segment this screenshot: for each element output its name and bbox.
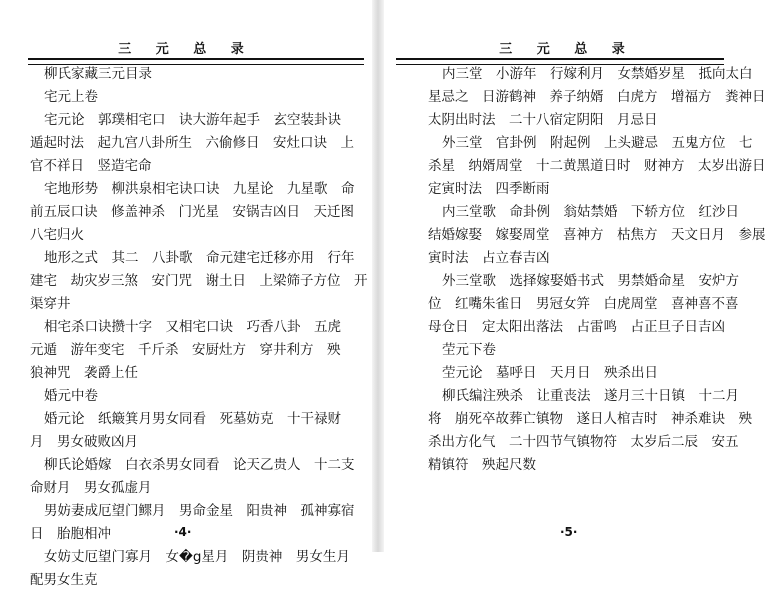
text-line-content: 精镇符 殃起尺数 [428, 457, 536, 473]
text-line-content: 地形之式 其二 八卦歌 命元建宅迁移亦用 行年 [44, 250, 355, 266]
text-line-content: 宅元上卷 [44, 89, 98, 105]
text-line [428, 109, 732, 132]
text-line [428, 385, 739, 408]
left-page [0, 0, 372, 588]
text-line-content: 母仓日 定太阳出落法 占雷鸣 占正旦子日吉凶 [428, 319, 725, 335]
text-line-content: 柳氏论婚嫁 白衣杀男女同看 论天乙贵人 十二支 [44, 457, 355, 473]
text-line [428, 247, 732, 270]
text-line-content: 婚元论 纸簸箕月男女同看 死墓妨克 十干禄财 [44, 411, 341, 427]
text-line-content: 相宅杀口诀攒十字 又相宅口诀 巧香八卦 五虎 [44, 319, 341, 335]
text-line [428, 431, 739, 454]
text-line-content: 狼神咒 袭爵上任 [30, 365, 138, 381]
text-line [428, 201, 739, 224]
text-line-content: 渠穿井 [30, 296, 71, 312]
text-line-content: 星忌之 日游鹤神 养子纳婿 白虎方 增福方 粪神日 [428, 89, 766, 105]
text-line [30, 339, 341, 362]
text-line-content: 杀出方化气 二十四节气镇物符 太岁后二辰 安五 [428, 434, 739, 450]
text-line [30, 270, 368, 293]
text-line [428, 270, 739, 293]
text-line-content: 茔元论 墓呼日 天月日 殃杀出日 [442, 365, 658, 381]
text-line-content: 将 崩死卒故葬亡镇物 遂日人棺吉时 神杀难诀 殃 [428, 411, 752, 427]
text-line [30, 385, 330, 408]
text-line-content: 官不祥日 竖造宅命 [30, 158, 152, 174]
text-line-content: 位 红嘴朱雀日 男冠女笄 白虎周堂 喜神喜不喜 [428, 296, 739, 312]
running-header: 三 元 总 录 [118, 42, 254, 57]
text-line-content: 元遁 游年变宅 千斤杀 安厨灶方 穿井利方 殃 [30, 342, 341, 358]
text-line [30, 201, 354, 224]
text-line-content: 杀星 纳婿周堂 十二黄黑道日时 财神方 太岁出游日 [428, 158, 766, 174]
text-line [30, 63, 330, 86]
book-gutter [372, 0, 384, 552]
text-line [30, 86, 330, 109]
text-line-content: 遁起时法 起九宫八卦所生 六偷修日 安灶口诀 上 [30, 135, 354, 151]
text-line-content: 宅地形势 柳洪泉相宅诀口诀 九星论 九星歌 命 [44, 181, 355, 197]
text-line [30, 109, 341, 132]
text-line-content: 女妨丈厄望门寡月 女�g星月 阴贵神 男女生月 [44, 549, 350, 565]
text-line [428, 224, 766, 247]
text-line-content: 日 胎胞相冲 [30, 526, 111, 542]
text-line [428, 339, 732, 362]
left-page-body [30, 63, 368, 592]
text-line-content: 寅时法 占立春吉凶 [428, 250, 550, 266]
text-line [428, 362, 732, 385]
text-line [428, 293, 739, 316]
text-line-content: 八宅归火 [30, 227, 84, 243]
text-line [428, 132, 753, 155]
text-line [428, 86, 766, 109]
text-line-content: 配男女生克 [30, 572, 98, 588]
right-page-body [428, 63, 766, 477]
text-line [30, 569, 330, 592]
text-line [30, 408, 341, 431]
text-line-content: 命财月 男女孤虚月 [30, 480, 152, 496]
text-line-content: 柳氏家藏三元目录 [44, 66, 152, 82]
text-line-content: 男妨妻成厄望门鳏月 男命金星 阳贵神 孤神寡宿 [44, 503, 355, 519]
text-line [30, 178, 355, 201]
text-line [30, 247, 355, 270]
text-line [428, 178, 732, 201]
text-line [30, 500, 355, 523]
text-line [428, 63, 753, 86]
right-page [384, 0, 766, 552]
page-number: ·4· [174, 525, 192, 539]
text-line [30, 316, 341, 339]
text-line-content: 内三堂歌 命卦例 翁姑禁婚 下轿方位 红沙日 [442, 204, 739, 220]
text-line [428, 408, 752, 431]
text-line-content: 外三堂歌 选择嫁娶婚书式 男禁婚命星 安炉方 [442, 273, 739, 289]
text-line [428, 155, 766, 178]
text-line-content: 建宅 劫灾岁三煞 安门咒 谢土日 上梁筛子方位 开 [30, 273, 368, 289]
text-line [30, 362, 330, 385]
running-header: 三 元 总 录 [499, 42, 635, 57]
page-number: ·5· [560, 525, 578, 539]
text-line-content: 婚元中卷 [44, 388, 98, 404]
text-line-content: 外三堂 官卦例 附起例 上头避忌 五鬼方位 七 [442, 135, 753, 151]
text-line [428, 454, 732, 477]
text-line-content: 结婚嫁娶 嫁娶周堂 喜神方 枯焦方 天文日月 参展 [428, 227, 766, 243]
text-line [30, 155, 330, 178]
text-line-content: 太阴出时法 二十八宿定阴阳 月忌日 [428, 112, 658, 128]
text-line-content: 定寅时法 四季断雨 [428, 181, 550, 197]
text-line [30, 132, 354, 155]
text-line-content: 茔元下卷 [442, 342, 496, 358]
text-line [30, 454, 355, 477]
text-line [30, 546, 350, 569]
text-line [30, 293, 330, 316]
text-line-content: 月 男女破败凶月 [30, 434, 138, 450]
text-line [30, 224, 330, 247]
text-line-content: 柳氏编注殃杀 让重丧法 遂月三十日镇 十二月 [442, 388, 739, 404]
text-line [30, 477, 330, 500]
text-line-content: 前五辰口诀 修盖神杀 门光星 安锅吉凶日 天迁图 [30, 204, 354, 220]
text-line-content: 宅元论 郭璞相宅口 诀大游年起手 玄空装卦诀 [44, 112, 341, 128]
text-line-content: 内三堂 小游年 行嫁利月 女禁婚岁星 抵向太白 [442, 66, 753, 82]
text-line [428, 316, 732, 339]
text-line [30, 431, 330, 454]
